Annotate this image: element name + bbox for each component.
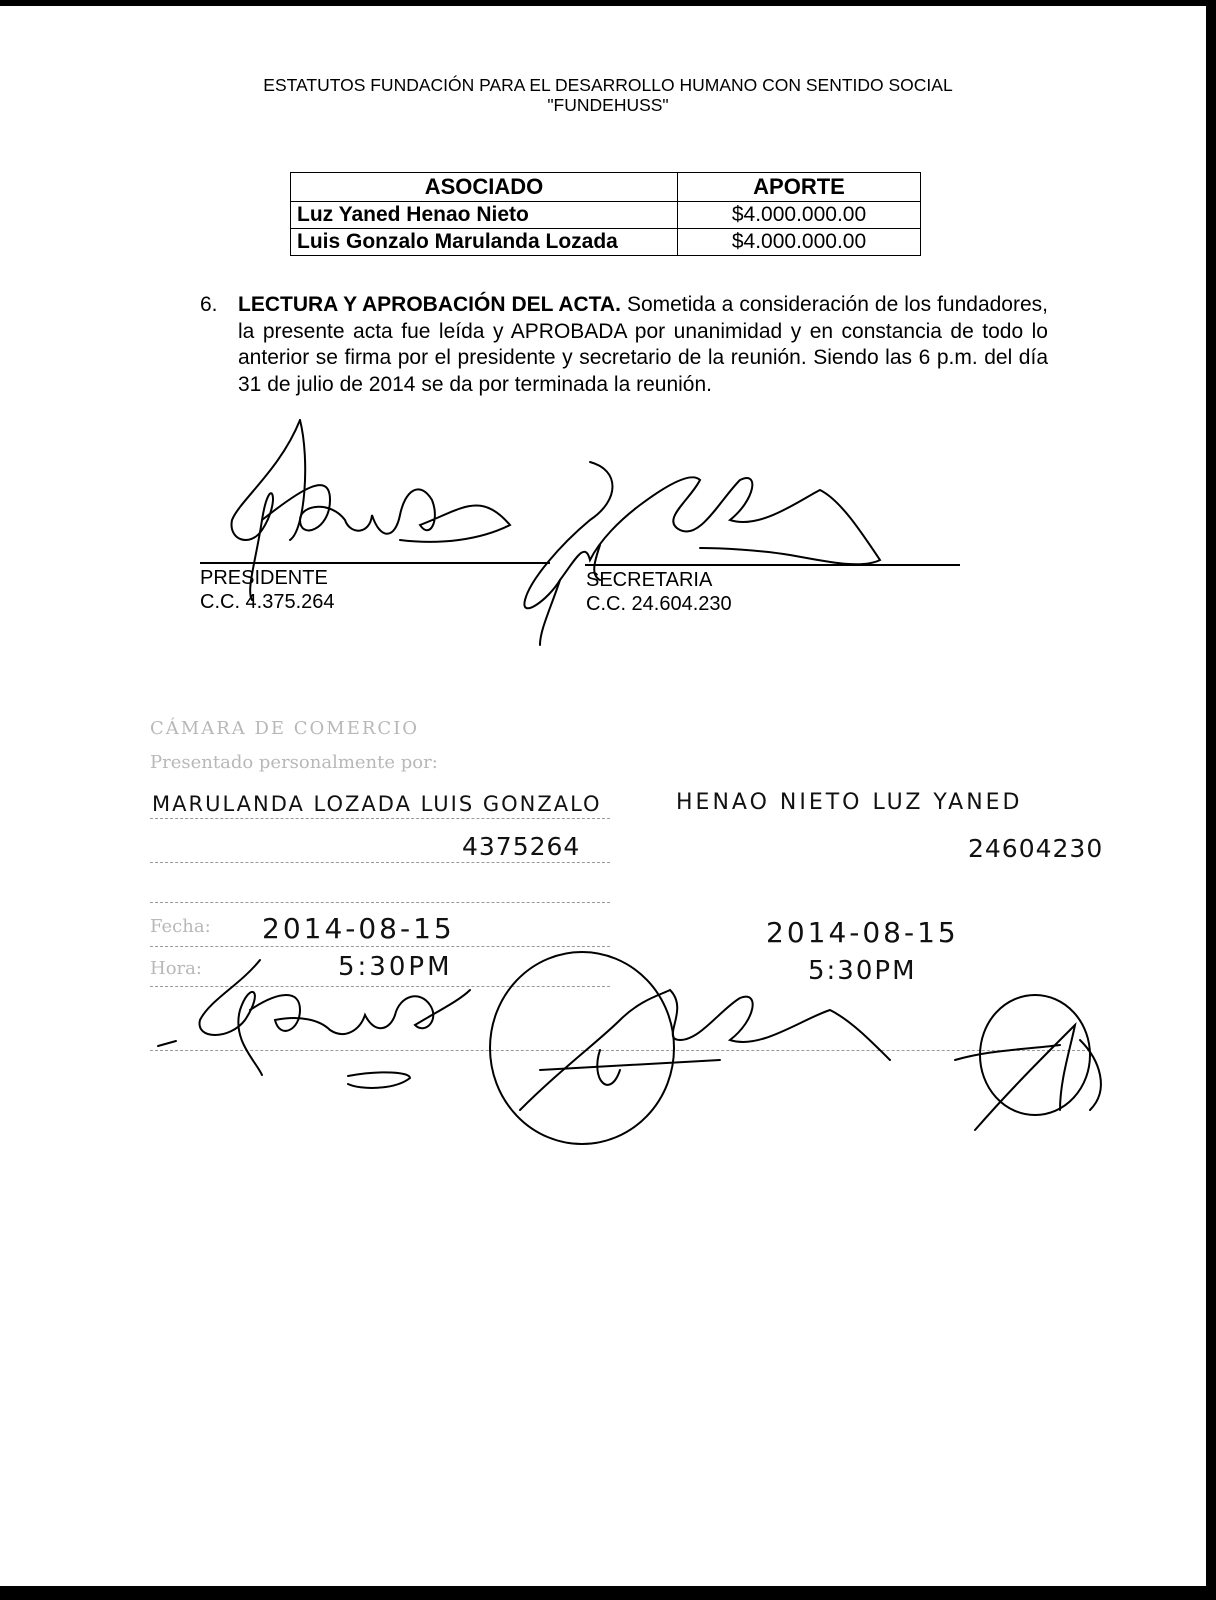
stamp-presented-label: Presentado personalmente por: xyxy=(150,752,438,773)
section-text: Sometida a consideración de los fundadores, la presente acta fue leída y APROBADA por unanimidad y en constancia de todo lo anterior se firma por el presidente y secretario de la reunión. Siendo las 6 p.m. del día 31 de julio de 2014 se da por terminada la reunión. xyxy=(238,293,1048,396)
handwritten-presenter-left: MARULANDA LOZADA LUIS GONZALO xyxy=(152,792,602,816)
associate-name: Luz Yaned Henao Nieto xyxy=(291,202,678,229)
handwritten-time-left: 5:30PM xyxy=(338,952,453,982)
header-title: ESTATUTOS FUNDACIÓN PARA EL DESARROLLO HUMANO CON SENTIDO SOCIAL xyxy=(263,75,953,95)
president-signature-stamp xyxy=(158,960,470,1088)
stamp-date-label: Fecha: xyxy=(150,916,211,937)
contribution-amount: $4.000.000.00 xyxy=(678,229,921,256)
header-acronym: "FUNDEHUSS" xyxy=(547,95,669,115)
president-title: PRESIDENTE xyxy=(200,567,328,589)
column-header-aporte: APORTE xyxy=(678,173,921,202)
section-heading: LECTURA Y APROBACIÓN DEL ACTA. xyxy=(238,293,621,316)
president-signature-top xyxy=(232,420,510,600)
handwritten-id-left: 4375264 xyxy=(462,832,581,861)
handwritten-presenter-right: HENAO NIETO LUZ YANED xyxy=(676,790,1023,815)
section-number: 6. xyxy=(200,293,218,316)
secretary-title: SECRETARIA xyxy=(586,569,713,591)
secretary-signature-stamp xyxy=(490,952,890,1144)
secretary-signature-top xyxy=(524,462,880,645)
column-header-asociado: ASOCIADO xyxy=(291,173,678,202)
associate-name: Luis Gonzalo Marulanda Lozada xyxy=(291,229,678,256)
handwritten-time-right: 5:30PM xyxy=(808,956,917,986)
handwritten-id-right: 24604230 xyxy=(968,834,1104,863)
contribution-amount: $4.000.000.00 xyxy=(678,202,921,229)
handwritten-date-left: 2014-08-15 xyxy=(262,912,455,945)
witness-signature-stamp xyxy=(955,995,1101,1130)
president-id: C.C. 4.375.264 xyxy=(200,591,335,613)
stamp-time-label: Hora: xyxy=(150,958,202,979)
stamp-title: CÁMARA DE COMERCIO xyxy=(150,718,420,739)
secretary-id: C.C. 24.604.230 xyxy=(586,593,732,615)
handwritten-date-right: 2014-08-15 xyxy=(766,916,959,949)
